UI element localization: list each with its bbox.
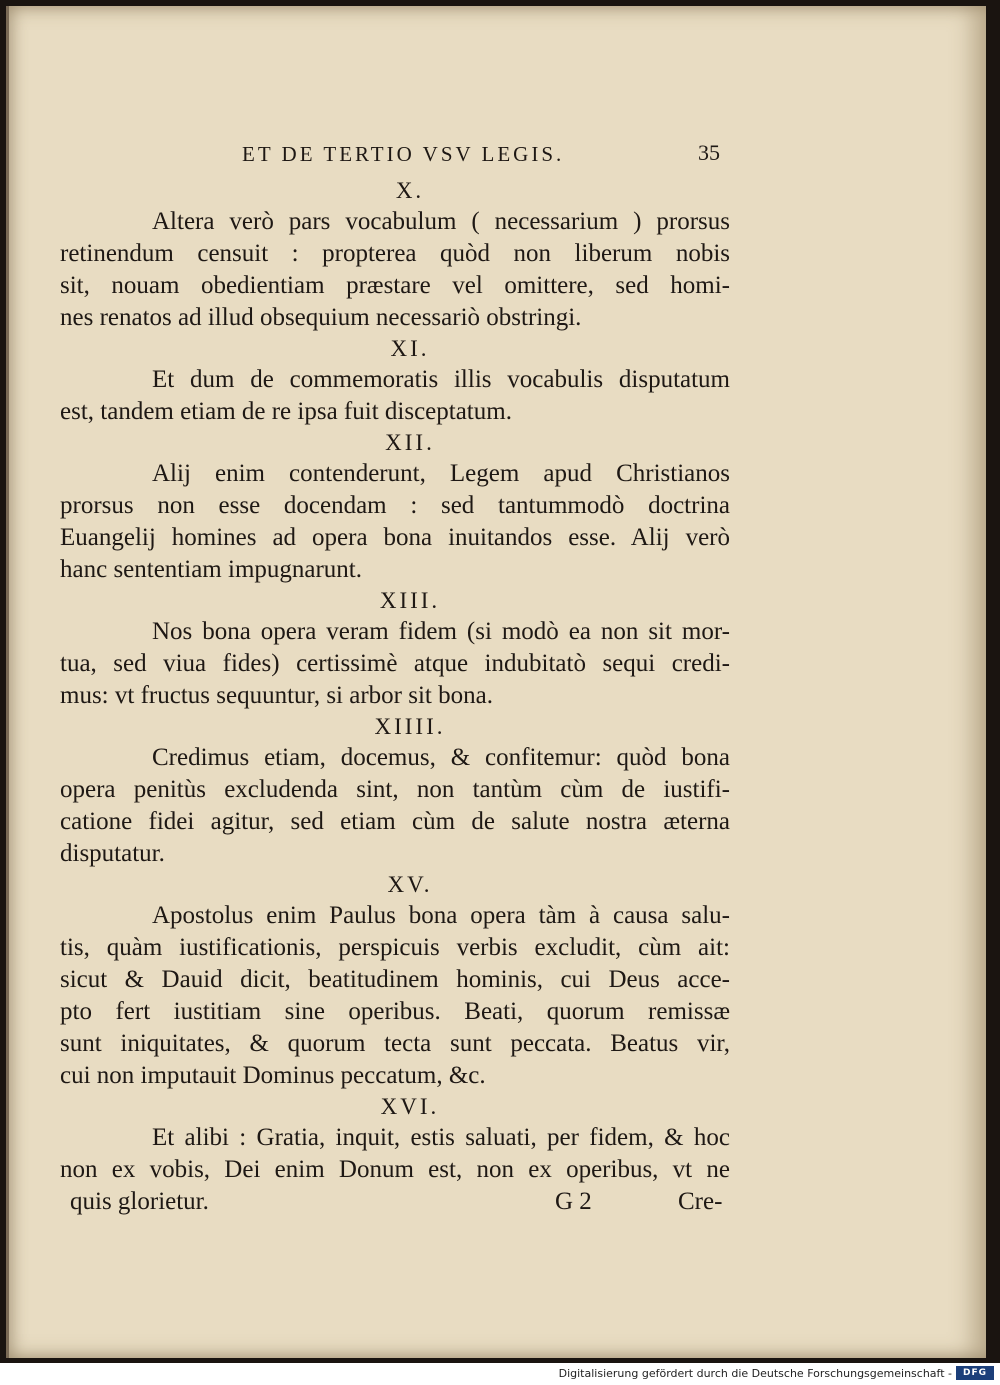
text-line: Altera verò pars vocabulum ( necessarium ) prorsus: [152, 208, 730, 235]
running-title: ET DE TERTIO VSV LEGIS.: [242, 142, 565, 166]
section-numeral: XII.: [385, 430, 435, 455]
text-line: Et dum de commemoratis illis vocabulis disputatum: [152, 366, 730, 393]
text-line: tua, sed viua fides) certissimè atque indubitatò sequi credi-: [60, 650, 730, 677]
catchword: Cre-: [678, 1188, 723, 1215]
text-line: sit, nouam obedientiam præstare vel omittere, sed homi-: [60, 272, 730, 299]
text-line: Euangelij homines ad opera bona inuitandos esse. Alij verò: [60, 524, 730, 551]
text-line: Apostolus enim Paulus bona opera tàm à causa salu-: [152, 902, 730, 929]
section-paragraph: [60, 364, 730, 428]
section-paragraph: [60, 900, 730, 1092]
running-head: [60, 140, 730, 176]
text-line: tis, quàm iustificationis, perspicuis verbis excludit, cùm ait:: [60, 934, 730, 961]
final-text-line: quis glorietur.: [70, 1188, 209, 1215]
text-line: cui non imputauit Dominus peccatum, &c.: [60, 1062, 486, 1089]
section-numeral: XV.: [387, 872, 433, 897]
catch-line: [60, 1186, 730, 1218]
text-line: prorsus non esse docendam : sed tantummodò doctrina: [60, 492, 730, 519]
section-paragraph: [60, 742, 730, 870]
text-line: retinendum censuit : propterea quòd non liberum nobis: [60, 240, 730, 267]
text-line: est, tandem etiam de re ipsa fuit disceptatum.: [60, 398, 512, 425]
section-numeral: X.: [395, 178, 425, 203]
text-line: opera penitùs excludenda sint, non tantùm cùm de iustifi-: [60, 776, 730, 803]
signature-mark: G 2: [555, 1188, 592, 1215]
text-line: hanc sententiam impugnarunt.: [60, 556, 363, 583]
text-line: Credimus etiam, docemus, & confitemur: quòd bona: [152, 744, 730, 771]
text-line: Nos bona opera veram fidem (si modò ea non sit mor-: [152, 618, 730, 645]
section-paragraph: [60, 206, 730, 334]
section-numeral: XVI.: [380, 1094, 440, 1119]
dfg-logo: DFG: [956, 1366, 994, 1380]
page-number: 35: [698, 140, 720, 165]
text-block: [60, 140, 730, 1218]
section-paragraph: [60, 458, 730, 586]
text-line: sicut & Dauid dicit, beatitudinem hominis, cui Deus acce-: [60, 966, 730, 993]
text-line: catione fidei agitur, sed etiam cùm de salute nostra æterna: [60, 808, 730, 835]
text-line: disputatur.: [60, 840, 165, 867]
page-gutter: [6, 6, 9, 1358]
section-numeral: XIII.: [379, 588, 441, 613]
text-line: Et alibi : Gratia, inquit, estis saluati, per fidem, & hoc: [152, 1124, 730, 1151]
text-line: sunt iniquitates, & quorum tecta sunt peccata. Beatus vir,: [60, 1030, 730, 1057]
sections-container: [60, 176, 730, 1186]
text-line: mus: vt fructus sequuntur, si arbor sit bona.: [60, 682, 493, 709]
section-numeral: XIIII.: [374, 714, 446, 739]
text-line: nes renatos ad illud obsequium necessariò obstringi.: [60, 304, 582, 331]
footer-bar: [0, 1363, 1000, 1385]
section-paragraph: [60, 616, 730, 712]
footer-credit: Digitalisierung gefördert durch die Deutsche Forschungsgemeinschaft -: [558, 1367, 952, 1380]
text-line: Alij enim contenderunt, Legem apud Christianos: [152, 460, 730, 487]
text-line: non ex vobis, Dei enim Donum est, non ex operibus, vt ne: [60, 1156, 730, 1183]
section-numeral: XI.: [390, 336, 430, 361]
text-line: pto fert iustitiam sine operibus. Beati, quorum remissæ: [60, 998, 730, 1025]
section-paragraph: [60, 1122, 730, 1186]
